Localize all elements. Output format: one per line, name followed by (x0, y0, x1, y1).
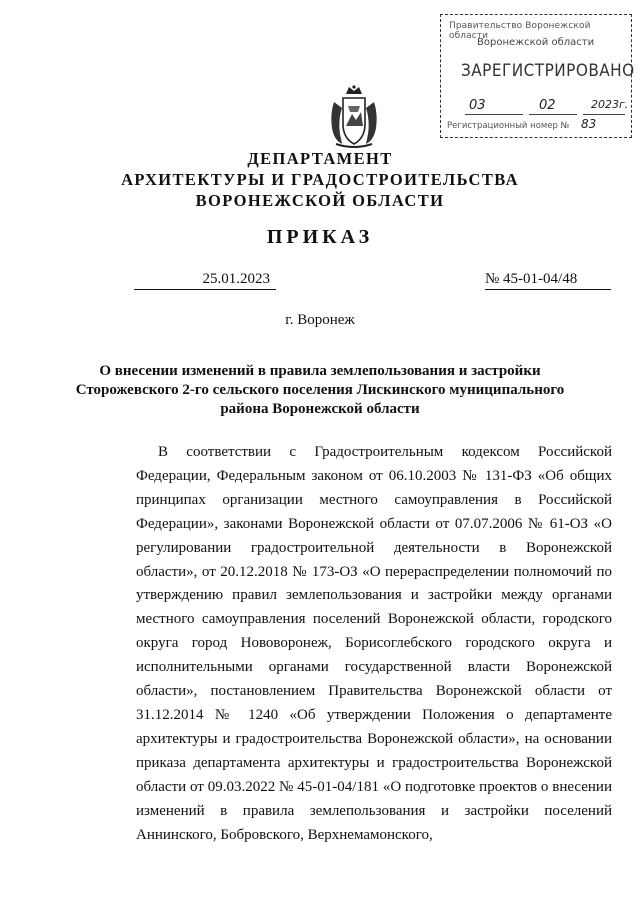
stamp-line-1: Правительство Воронежской области (449, 21, 591, 41)
stamp-month: 02 (539, 98, 556, 113)
dept-line-2: АРХИТЕКТУРЫ И ГРАДОСТРОИТЕЛЬСТВА (121, 170, 519, 189)
subject-line-3: района Воронежской области (220, 401, 420, 417)
date-underline (134, 289, 276, 290)
stamp-reg-label: Регистрационный номер № (447, 121, 570, 131)
order-subject (0, 362, 640, 419)
stamp-date (459, 98, 629, 117)
order-date: 25.01.2023 (202, 271, 270, 287)
stamp-day: 03 (469, 98, 486, 113)
stamp-registered: ЗАРЕГИСТРИРОВАНО (461, 61, 635, 81)
stamp-line-2: Воронежской области (477, 37, 595, 48)
order-number: № 45-01-04/48 (485, 271, 578, 287)
document-title: ПРИКАЗ (266, 226, 374, 248)
stamp-reg-number: 83 (581, 117, 597, 131)
coat-of-arms-icon (326, 84, 382, 150)
department-heading (0, 148, 640, 211)
dept-line-3: ВОРОНЕЖСКОЙ ОБЛАСТИ (195, 191, 445, 210)
registration-stamp (440, 14, 635, 138)
number-underline (485, 289, 611, 290)
subject-line-2: Сторожевского 2-го сельского поселения Лискинского муниципального (75, 382, 565, 398)
stamp-year: 2023г. (591, 98, 629, 111)
city: г. Воронеж (285, 312, 355, 328)
subject-line-1: О внесении изменений в правила землепользования и застройки (99, 363, 541, 379)
dept-line-1: ДЕПАРТАМЕНТ (247, 149, 393, 168)
body-paragraph: В соответствии с Градостроительным кодексом Российской Федерации, Федеральным законом от 06.10.2003 № 131-ФЗ «Об общих принципах организации местного самоуправления в Российской Федерации», законами Воронежской области от 07.07.2006 № 61-ОЗ «О регулировании градостроительной деятельности в Воронежской области», от 20.12.2018 № 173-ОЗ «О перераспределении полномочий по утверждению правил землепользования и застройки между органами местного самоуправления поселений Воронежской области, городского округа город Нововоронеж, Борисоглебского городского округа и исполнительными органами государственной власти Воронежской области», постановлением Правительства Воронежской области от 31.12.2014 № 1240 «Об утверждении Положения о департаменте архитектуры и градостроительства Воронежской области», на основании приказа департамента архитектуры и градостроительства Воронежской области от 09.03.2022 № 45-01-04/181 «О подготовке проектов о внесении изменений в правила землепользования и застройки поселений Аннинского, Бобровского, Верхнемамонского, (136, 444, 612, 843)
